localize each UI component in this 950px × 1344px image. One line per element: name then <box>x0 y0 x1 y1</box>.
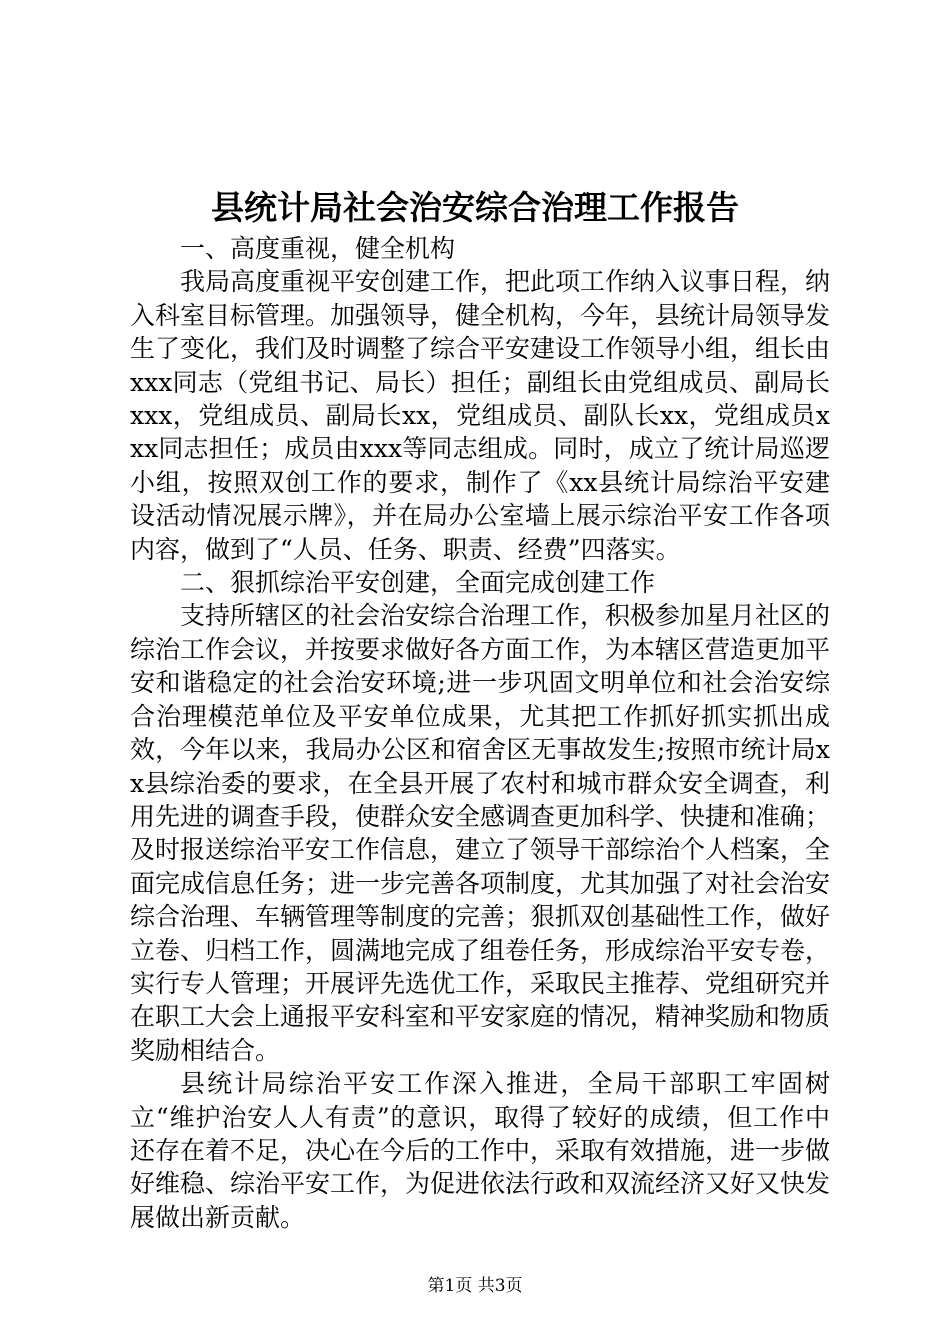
body-paragraph: 支持所辖区的社会治安综合治理工作，积极参加星月社区的综治工作会议，并按要求做好各方面工作，为本辖区营造更加平安和谐稳定的社会治安环境;进一步巩固文明单位和社会治安综合治理模范单位及平安单位成果，尤其把工作抓好抓实抓出成效，今年以来，我局办公区和宿舍区无事故发生;按照市统计局xx县综治委的要求，在全县开展了农村和城市群众安全调查，利用先进的调查手段，使群众安全感调查更加科学、快捷和准确；及时报送综治平安工作信息，建立了领导干部综治个人档案，全面完成信息任务；进一步完善各项制度，尤其加强了对社会治安综合治理、车辆管理等制度的完善；狠抓双创基础性工作，做好立卷、归档工作，圆满地完成了组卷任务，形成综治平安专卷，实行专人管理；开展评先选优工作，采取民主推荐、党组研究并在职工大会上通报平安科室和平安家庭的情况，精神奖励和物质奖励相结合。 <box>130 601 831 1065</box>
body-paragraph: 县统计局综治平安工作深入推进，全局干部职工牢固树立“维护治安人人有责”的意识，取得了较好的成绩，但工作中还存在着不足，决心在今后的工作中，采取有效措施，进一步做好维稳、综治平安工作，为促进依法行政和双流经济又好又快发展做出新贡献。 <box>130 1069 831 1232</box>
page-footer: 第1页 共3页 <box>427 1276 523 1296</box>
section-heading: 二、狠抓综治平安创建，全面完成创建工作 <box>180 568 656 598</box>
body-paragraph: 我局高度重视平安创建工作，把此项工作纳入议事日程，纳入科室目标管理。加强领导，健全机构，今年，县统计局领导发生了变化，我们及时调整了综合平安建设工作领导小组，组长由xxx同志（党组书记、局长）担任；副组长由党组成员、副局长xxx，党组成员、副局长xx，党组成员、副队长xx，党组成员xxx同志担任；成员由xxx等同志组成。同时，成立了统计局巡逻小组，按照双创工作的要求，制作了《xx县统计局综治平安建设活动情况展示牌》，并在局办公室墙上展示综治平安工作各项内容，做到了“人员、任务、职责、经费”四落实。 <box>130 267 831 564</box>
document-title: 县统计局社会治安综合治理工作报告 <box>211 188 739 227</box>
document-body <box>130 232 830 1234</box>
section-heading: 一、高度重视，健全机构 <box>180 234 456 263</box>
